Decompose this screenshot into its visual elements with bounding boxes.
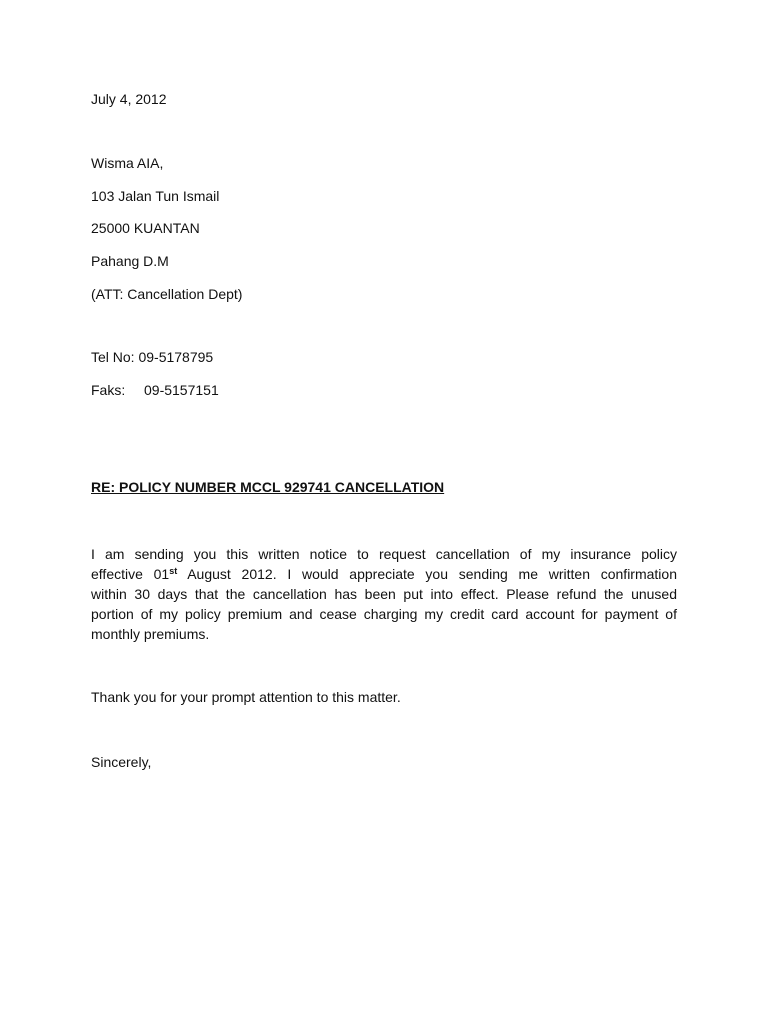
- fax-number: 09-5157151: [144, 382, 219, 398]
- telephone-number: Tel No: 09-5178795: [91, 349, 214, 365]
- fax-line: [91, 382, 219, 398]
- recipient-attention: (ATT: Cancellation Dept): [91, 286, 243, 302]
- letter-subject: RE: POLICY NUMBER MCCL 929741 CANCELLATION: [91, 479, 445, 495]
- body-text: effective 01: [91, 566, 170, 582]
- body-text: August 2012. I would appreciate you sending me written confirmation: [177, 566, 677, 582]
- body-line: monthly premiums.: [91, 626, 210, 642]
- body-line: within 30 days that the cancellation has been put into effect. Please refund the unused: [91, 586, 677, 602]
- letter-body: [91, 544, 677, 644]
- ordinal-suffix: st: [169, 566, 178, 576]
- body-line: [91, 564, 677, 584]
- recipient-name: Wisma AIA,: [91, 155, 164, 171]
- recipient-street: 103 Jalan Tun Ismail: [91, 188, 220, 204]
- recipient-state: Pahang D.M: [91, 253, 169, 269]
- recipient-postcode-city: 25000 KUANTAN: [91, 220, 200, 236]
- body-line: portion of my policy premium and cease charging my credit card account for payment of: [91, 606, 677, 622]
- thanks-line: Thank you for your prompt attention to this matter.: [91, 689, 401, 705]
- letter-date: July 4, 2012: [91, 91, 167, 107]
- fax-label: Faks:: [91, 382, 126, 398]
- closing-salutation: Sincerely,: [91, 754, 152, 770]
- body-line: I am sending you this written notice to request cancellation of my insurance policy: [91, 546, 677, 562]
